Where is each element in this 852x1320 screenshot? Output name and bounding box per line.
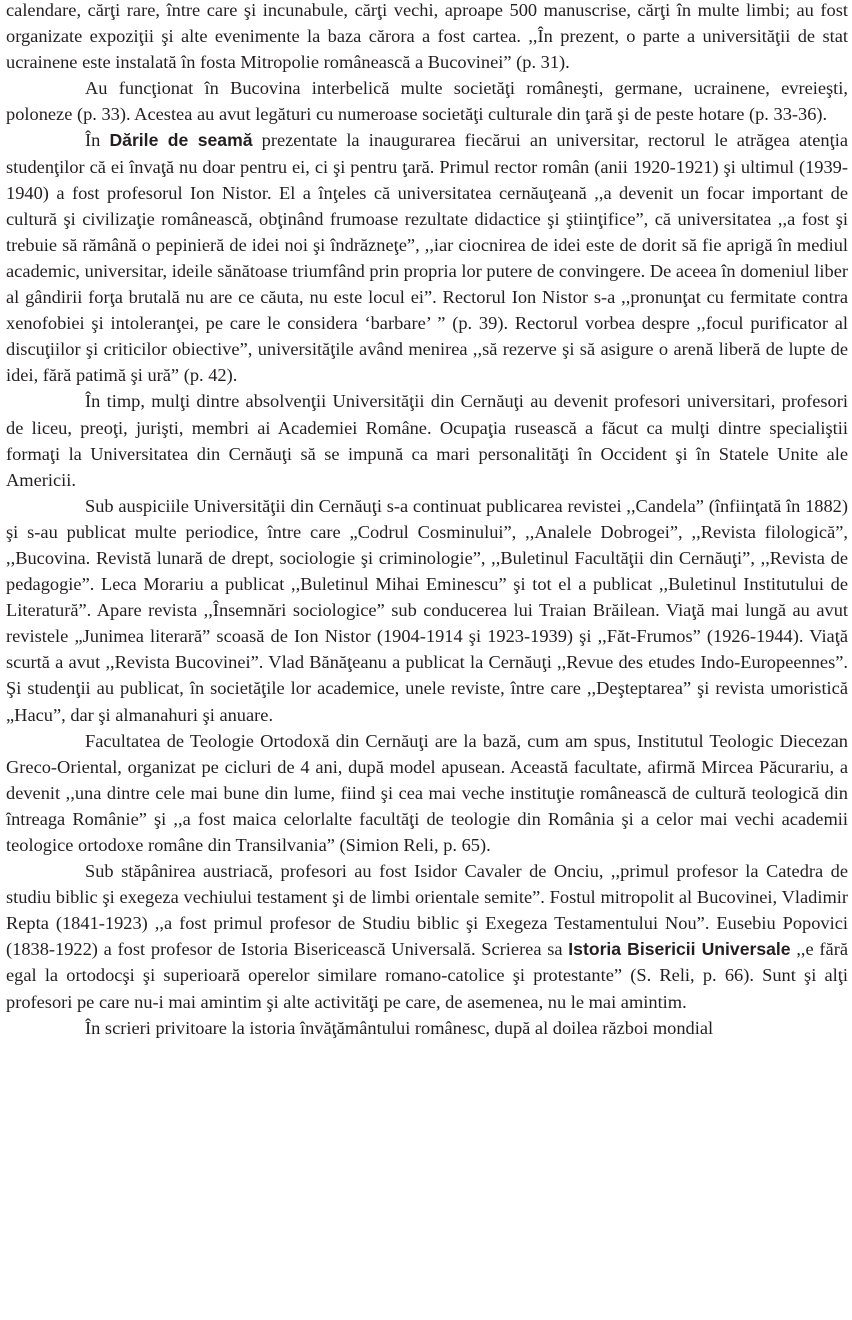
paragraph-text: ,,e fără egal la ortodocşi şi superioară operelor similare romano-catolice şi protestante” (S. Reli, p. 66). Sunt şi alţi profesori pe care nu-i mai amintim şi alte activităţi pe care, de asemenea, nu le mai amintim. xyxy=(6,939,848,1012)
paragraph-text: Sub auspiciile Universităţii din Cernăuţi s-a continuat publicarea revistei ,,Candela” (înfiinţată în 1882) şi s-au publicat multe periodice, între care „Codrul Cosminului”, ,,Analele Dobrogei”, ,,Revista filologică”, ,,Bucovina. Revistă lunară de drept, sociologie şi criminologie”, ,,Buletinul Facultăţii din Cernăuţi”, ,,Revista de pedagogie”. Leca Morariu a publicat ,,Buletinul Mihai Eminescu” şi tot el a publicat ,,Buletinul Institutului de Literatură”. Apare revista ,,Însemnări sociologice” sub conducerea lui Traian Brăilean. Viaţă mai lungă au avut revistele „Junimea literară” scoasă de Ion Nistor (1904-1914 şi 1923-1939) şi ,,Făt-Frumos” (1926-1944). Viaţă scurtă a avut ,,Revista Bucovinei”. Vlad Bănăţeanu a publicat la Cernăuţi ,,Revue des etudes Indo-Europeennes”. Şi studenţii au publicat, în societăţile lor academice, unele reviste, între care ,,Deşteptarea” şi revista umoristică „Hacu”, dar şi almanahuri şi anuare. xyxy=(6,495,848,725)
paragraph-text: În xyxy=(85,130,110,151)
paragraph xyxy=(6,127,848,388)
paragraph-text: Facultatea de Teologie Ortodoxă din Cernăuţi are la bază, cum am spus, Institutul Teologic Diecezan Greco-Oriental, organizat pe cicluri de 4 ani, după model apusean. Această facultate, afirmă Mircea Păcurariu, a devenit ,,una dintre cele mai bune din lume, fiind şi cea mai veche instituţie românească de cultură teologică din întreaga Românie” şi ,,a fost maica celorlalte facultăţi de teologie din România şi a celor mai vechi academii teologice ortodoxe române din Transilvania” (Simion Reli, p. 65). xyxy=(6,730,848,855)
paragraph xyxy=(6,0,848,75)
paragraph-text: calendare, cărţi rare, între care şi incunabule, cărţi vechi, aproape 500 manuscrise, cărţi în multe limbi; au fost organizate expoziţii şi alte evenimente la baza cărora a fost cartea. ,,În prezent, o parte a universităţii de stat ucrainene este instalată în fosta Mitropolie românească a Bucovinei” (p. 31). xyxy=(6,0,848,73)
bold-title: Istoria Bisericii Universale xyxy=(568,939,791,960)
paragraph xyxy=(6,728,848,858)
bold-title: Dările de seamă xyxy=(109,130,253,151)
paragraph xyxy=(6,493,848,728)
paragraph-text: În scrieri privitoare la istoria învăţământului românesc, după al doilea război mondial xyxy=(85,1017,714,1038)
paragraph xyxy=(6,388,848,492)
paragraph xyxy=(6,75,848,127)
paragraph xyxy=(6,1015,848,1041)
paragraph-text: prezentate la inaugurarea fiecărui an universitar, rectorul le atrăgea atenţia studenţilor că ei învaţă nu doar pentru ei, ci şi pentru ţară. Primul rector român (anii 1920-1921) şi ultimul (1939-1940) a fost profesorul Ion Nistor. El a înţeles că universitatea cernăuţeană ,,a devenit un focar important de cultură şi civilizaţie românească, obţinând frumoase rezultate didactice şi ştiinţifice”, că universitatea ,,a fost şi trebuie să rămână o pepinieră de idei noi şi îndrăzneţe”, ,,iar ciocnirea de idei este de dorit să fie aprigă în mediul academic, universitar, ideile sănătoase triumfând prin propria lor putere de convingere. De aceea în domeniul liber al gândirii forţa brutală nu are ce căuta, nu este locul ei”. Rectorul Ion Nistor s-a ,,pronunţat cu fermitate contra xenofobiei şi intoleranţei, pe care le considera ‘barbare’ ” (p. 39). Rectorul vorbea despre ,,focul purificator al discuţiilor şi criticilor obiective”, universităţile având menirea ,,să rezerve şi să asigure o arenă liberă de lupte de idei, fără patimă şi ură” (p. 42). xyxy=(6,130,848,386)
paragraph-text: În timp, mulţi dintre absolvenţii Universităţii din Cernăuţi au devenit profesori universitari, profesori de liceu, preoţi, jurişti, membri ai Academiei Române. Ocupaţia rusească a făcut ca mulţi dintre specialiştii formaţi la Universitatea din Cernăuţi să se impună ca mari personalităţi în Occident şi în Statele Unite ale Americii. xyxy=(6,391,848,490)
paragraph xyxy=(6,858,848,1015)
paragraph-text: Au funcţionat în Bucovina interbelică multe societăţi româneşti, germane, ucrainene, evreieşti, poloneze (p. 33). Acestea au avut legături cu numeroase societăţi culturale din ţară şi de peste hotare (p. 33-36). xyxy=(6,78,848,125)
paragraph-text: Sub stăpânirea austriacă, profesori au fost Isidor Cavaler de Onciu, ,,primul profesor la Catedra de studiu biblic şi exegeza vechiului testament şi de limbi orientale semite”. Fostul mitropolit al Bucovinei, Vladimir Repta (1841-1923) ,,a fost primul profesor de Studiu biblic şi Exegeza Testamentului Nou”. Eusebiu Popovici (1838-1922) a fost profesor de Istoria Bisericească Universală. Scrierea sa xyxy=(6,861,848,960)
document-page xyxy=(6,0,848,1041)
